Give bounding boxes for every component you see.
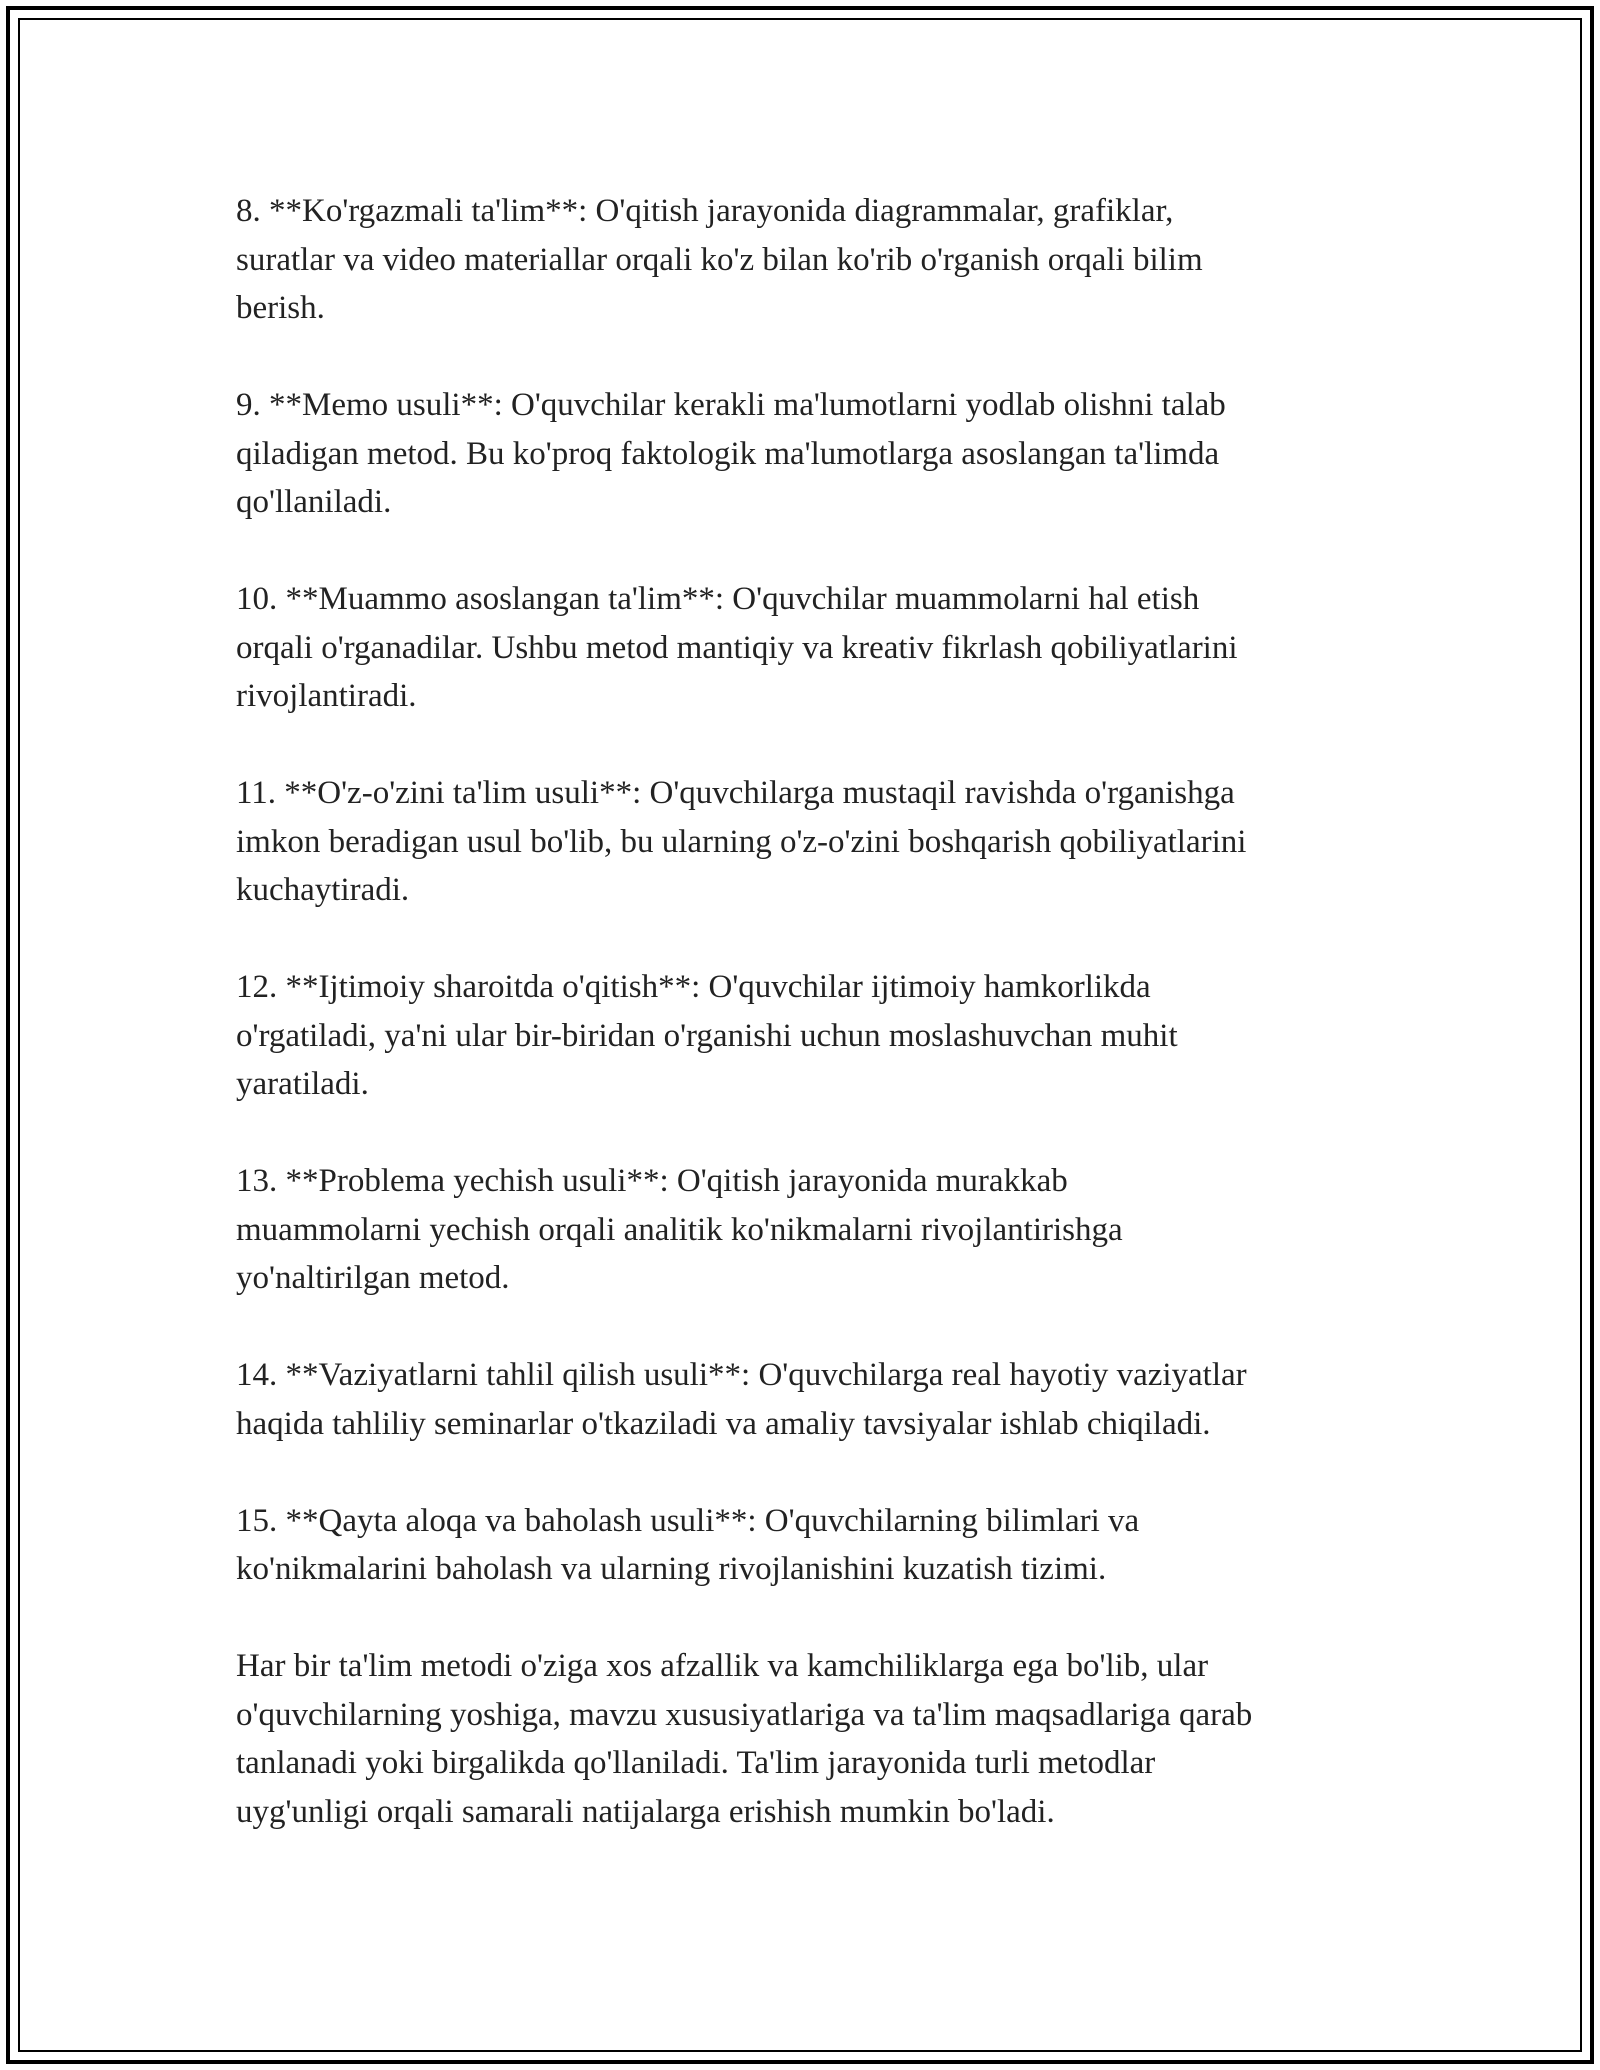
- paragraph-item-9: 9. **Memo usuli**: O'quvchilar kerakli ma'lumotlarni yodlab olishni talab qiladigan metod. Bu ko'proq faktologik ma'lumotlarga asoslangan ta'limda qo'llaniladi.: [236, 387, 1226, 520]
- paragraph-item-15: 15. **Qayta aloqa va baholash usuli**: O'quvchilarning bilimlari va ko'nikmalarini baholash va ularning rivojlanishini kuzatish tizimi.: [236, 1502, 1140, 1587]
- paragraph-item-12: 12. **Ijtimoiy sharoitda o'qitish**: O'quvchilar ijtimoiy hamkorlikda o'rgatiladi, ya'ni ular bir-biridan o'rganishi uchun moslashuvchan muhit yaratiladi.: [236, 969, 1178, 1102]
- conclusion-paragraph: Har bir ta'lim metodi o'ziga xos afzallik va kamchiliklarga ega bo'lib, ular o'quvchilarning yoshiga, mavzu xususiyatlariga va ta'lim maqsadlariga qarab tanlanadi yoki birgalikda qo'llaniladi. Ta'lim jarayonida turli metodlar uyg'unligi orqali samarali natijalarga erishish mumkin bo'ladi.: [236, 1648, 1253, 1830]
- paragraph-item-10: 10. **Muammo asoslangan ta'lim**: O'quvchilar muammolarni hal etish orqali o'rganadilar. Ushbu metod mantiqiy va kreativ fikrlash qobiliyatlarini rivojlantiradi.: [236, 581, 1238, 714]
- paragraph-item-11: 11. **O'z-o'zini ta'lim usuli**: O'quvchilarga mustaqil ravishda o'rganishga imkon beradigan usul bo'lib, bu ularning o'z-o'zini boshqarish qobiliyatlarini kuchaytiradi.: [236, 775, 1247, 908]
- paragraph-item-14: 14. **Vaziyatlarni tahlil qilish usuli**: O'quvchilarga real hayotiy vaziyatlar haqida tahliliy seminarlar o'tkaziladi va amaliy tavsiyalar ishlab chiqiladi.: [236, 1357, 1247, 1442]
- paragraph-item-13: 13. **Problema yechish usuli**: O'qitish jarayonida murakkab muammolarni yechish orqali analitik ko'nikmalarni rivojlantirishga yo'naltirilgan metod.: [236, 1163, 1123, 1296]
- paragraph-item-8: 8. **Ko'rgazmali ta'lim**: O'qitish jarayonida diagrammalar, grafiklar, suratlar va video materiallar orqali ko'z bilan ko'rib o'rganish orqali bilim berish.: [236, 193, 1203, 326]
- document-body: [236, 187, 1386, 1885]
